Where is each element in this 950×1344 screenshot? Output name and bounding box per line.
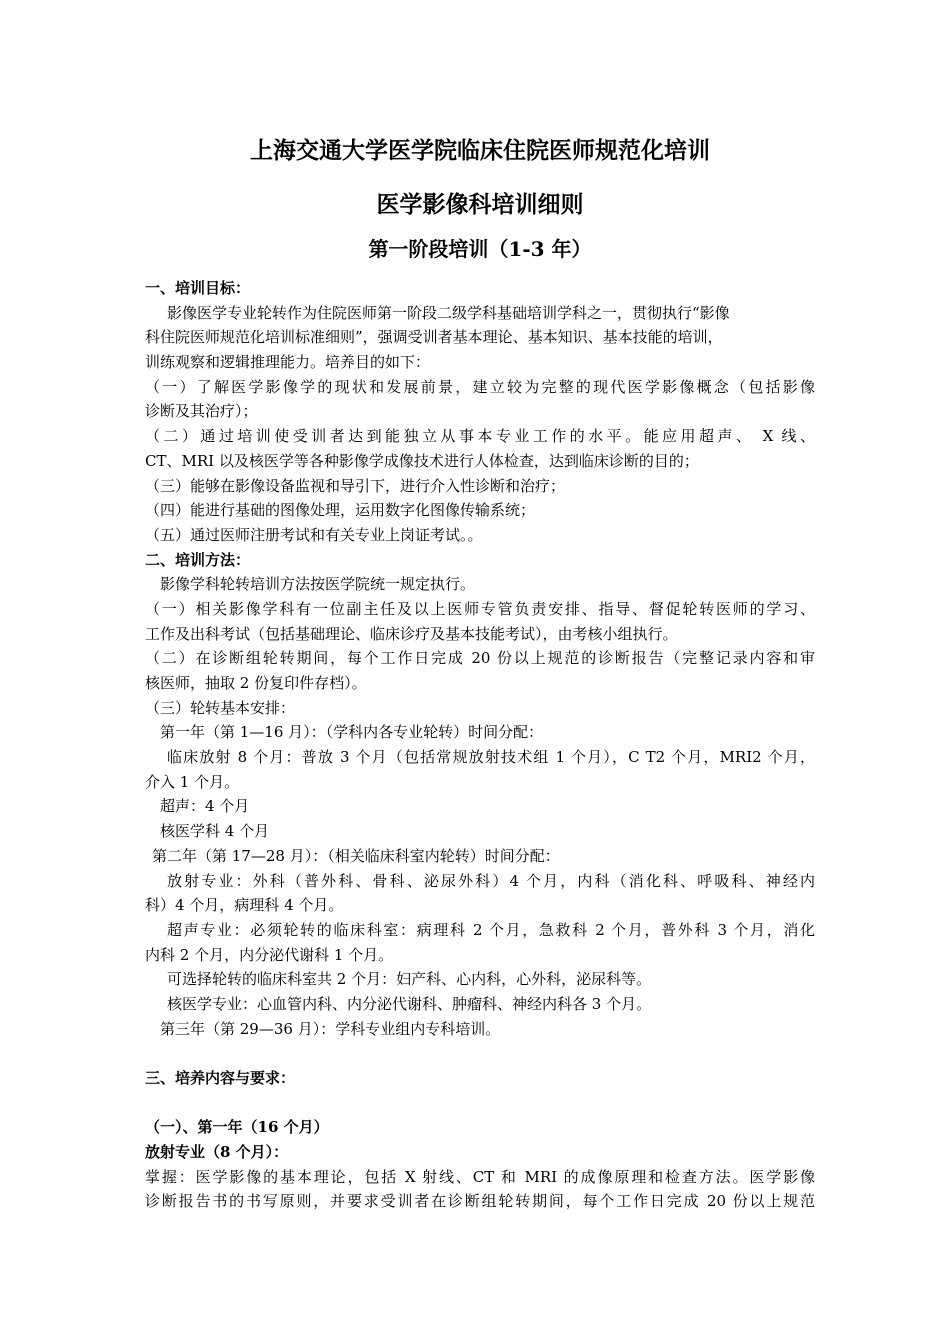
text-line (145, 1041, 815, 1066)
text-line: 内科 2 个月，内分泌代谢科 1 个月。 (145, 945, 394, 964)
text-line: （二）通过培训使受训者达到能独立从事本专业工作的水平。能应用超声、 X 线、 (145, 427, 815, 446)
text-line: 掌握：医学影像的基本理论，包括 X 射线、CT 和 MRI 的成像原理和检查方法。医学影像 (145, 1167, 815, 1186)
text-line (145, 1091, 815, 1116)
text-line: （五）通过医师注册考试和有关专业上岗证考试。。 (145, 525, 483, 544)
section-heading: （一）、第一年（16 个月） (145, 1118, 329, 1137)
text-line: 诊断及其治疗）； (145, 402, 258, 421)
section-heading: 一、培训目标： (145, 279, 251, 297)
text-line: 介入 1 个月。 (145, 772, 240, 791)
text-line: 影像学科轮转培训方法按医学院统一规定执行。 (160, 575, 476, 594)
text-line: （四）能进行基础的图像处理，运用数字化图像传输系统； (145, 501, 536, 520)
stage-heading: 第一阶段培训（1-3 年） (368, 237, 592, 261)
text-line: （三）轮转基本安排： (145, 698, 296, 717)
document-body (145, 276, 815, 1214)
text-line: 放射专业：外科（普外科、骨科、泌尿外科）4 个月，内科（消化科、呼吸科、神经内 (167, 871, 815, 890)
text-line: 核医学科 4 个月 (160, 822, 270, 841)
section-heading: 放射专业（8 个月）： (145, 1143, 289, 1162)
text-line: 临床放射 8 个月：普放 3 个月（包括常规放射技术组 1 个月），C T2 个月，MRI2 个月， (167, 748, 815, 767)
text-line: 第一年（第 1—16 月）：（学科内各专业轮转）时间分配： (160, 723, 544, 742)
document-page (145, 132, 815, 1214)
text-line: 训练观察和逻辑推理能力。培养目的如下： (145, 353, 431, 372)
text-line: 诊断报告书的书写原则，并要求受训者在诊断组轮转期间，每个工作日完成 20 份以上规范 (145, 1192, 815, 1211)
section-heading: 三、培养内容与要求： (145, 1069, 296, 1087)
document-title: 上海交通大学医学院临床住院医师规范化培训 (250, 137, 710, 164)
text-line: 工作及出科考试（包括基础理论、临床诊疗及基本技能考试），由考核小组执行。 (145, 624, 678, 643)
text-line: 影像医学专业轮转作为住院医师第一阶段二级学科基础培训学科之一，贯彻执行“影像 (167, 303, 730, 322)
text-line: （三）能够在影像设备监视和导引下，进行介入性诊断和治疗； (145, 476, 566, 495)
text-line: 可选择轮转的临床科室共 2 个月：妇产科、心内科，心外科，泌尿科等。 (167, 970, 652, 989)
text-line: （一）相关影像学科有一位副主任及以上医师专管负责安排、指导、督促轮转医师的学习、 (145, 599, 815, 618)
text-line: 超声：4 个月 (160, 797, 250, 816)
document-subtitle: 医学影像科培训细则 (376, 191, 584, 218)
text-line: 核医学专业：心血管内科、内分泌代谢科、肿瘤科、神经内科各 3 个月。 (167, 994, 652, 1013)
text-line: （一）了解医学影像学的现状和发展前景，建立较为完整的现代医学影像概念（包括影像 (145, 377, 815, 396)
text-line: 第二年（第 17—28 月）：（相关临床科室内轮转）时间分配： (152, 846, 560, 865)
text-line: 核医师，抽取 2 份复印件存档）。 (145, 674, 367, 692)
text-line: CT、MRI 以及核医学等各种影像学成像技术进行人体检查，达到临床诊断的目的； (145, 451, 699, 470)
text-line: 科住院医师规范化培训标准细则”，强调受训者基本理论、基本知识、基本技能的培训， (145, 328, 723, 347)
text-line: 第三年（第 29—36 月）：学科专业组内专科培训。 (160, 1019, 501, 1038)
text-line: 科）4 个月，病理科 4 个月。 (145, 896, 344, 915)
text-line: （二）在诊断组轮转期间，每个工作日完成 20 份以上规范的诊断报告（完整记录内容和审 (145, 649, 815, 668)
text-line: 超声专业：必须轮转的临床科室：病理科 2 个月，急救科 2 个月，普外科 3 个月，消化 (167, 920, 815, 939)
section-heading: 二、培训方法： (145, 550, 251, 569)
